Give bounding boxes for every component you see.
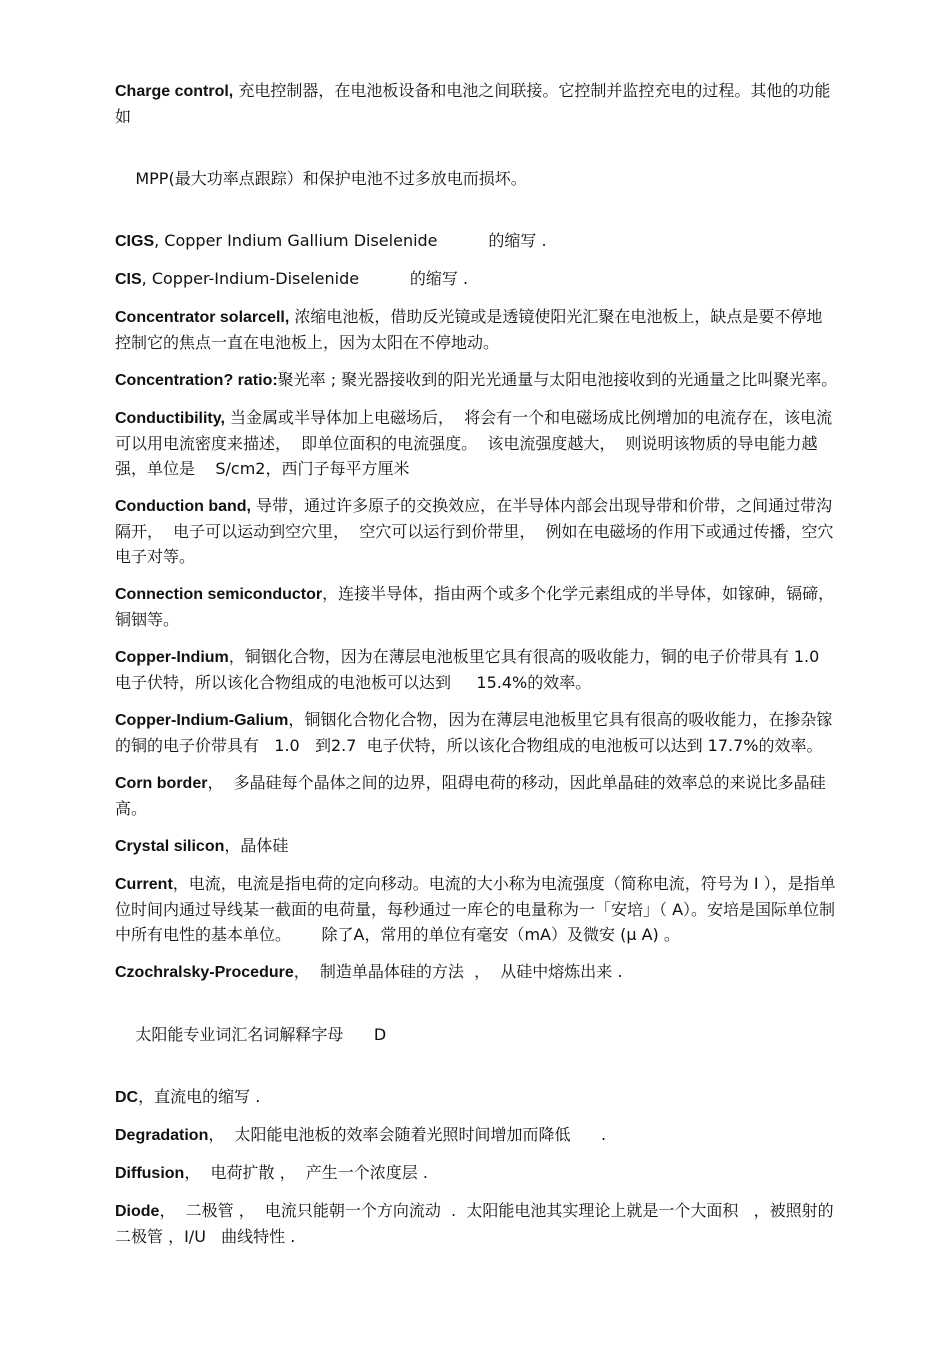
glossary-entry (115, 1122, 838, 1148)
entry-term: Copper-Indium (115, 649, 229, 666)
entry-term: Conductibility, (115, 410, 225, 427)
entry-definition: MPP(最大功率点跟踪）和保护电池不过多放电而损坏。 (135, 169, 527, 188)
glossary-entry (115, 959, 838, 985)
entry-definition: ， 制造单晶体硅的方法 ， 从硅中熔炼出来 . (293, 962, 623, 981)
entry-definition: 充电控制器，在电池板设备和电池之间联接。它控制并监控充电的过程。其他的功能如 (115, 81, 831, 126)
entry-term: Connection semiconductor (115, 586, 323, 603)
entry-definition: ，连接半导体，指由两个或多个化学元素组成的半导体，如镓砷，镉碲，铜铟等。 (115, 584, 835, 629)
entry-definition: 当金属或半导体加上电磁场后， 将会有一个和电磁场成比例增加的电流存在，该电流可以用电流密度来描述， 即单位面积的电流强度。 该电流强度越大， 则说明该物质的导电能力越强，单位是 S/cm2，西门子每平方厘米 (115, 408, 833, 478)
entry-term: Crystal silicon (115, 838, 225, 855)
glossary-entry (115, 304, 838, 355)
entry-term: Corn border (115, 775, 208, 792)
entry-definition: , Copper Indium Gallium Diselenide 的缩写 . (154, 231, 547, 250)
entry-term: Degradation (115, 1127, 209, 1144)
glossary-entry (115, 707, 838, 758)
section-heading (115, 997, 838, 1072)
glossary-entry (115, 367, 838, 393)
entry-definition: ， 二极管 ， 电流只能朝一个方向流动 . 太阳能电池其实理论上就是一个大面积 ，被照射的二极管 ，I/U 曲线特性 . (115, 1201, 834, 1246)
entry-term: CIGS (115, 233, 155, 250)
glossary-entry (115, 1084, 838, 1110)
glossary-entry (115, 493, 838, 569)
entry-definition: ， 电荷扩散 ， 产生一个浓度层 . (184, 1163, 428, 1182)
entry-definition: 导带，通过许多原子的交换效应，在半导体内部会出现导带和价带，之间通过带沟隔开， 电子可以运动到空穴里， 空穴可以运行到价带里， 例如在电磁场的作用下或通过传播，空穴电子对等。 (115, 496, 834, 566)
glossary-entry (115, 871, 838, 947)
entry-term: Concentrator solarcell, (115, 309, 290, 326)
entry-term: Concentration? ratio: (115, 372, 278, 389)
glossary-entry (115, 405, 838, 481)
entry-term: Copper-Indium-Galium (115, 712, 289, 729)
entry-definition: 聚光率 ; 聚光器接收到的阳光光通量与太阳电池接收到的光通量之比叫聚光率。 (277, 370, 838, 389)
entry-definition: ，铜铟化合物，因为在薄层电池板里它具有很高的吸收能力，铜的电子价带具有 1.0 电子伏特，所以该化合物组成的电池板可以达到 15.4%的效率。 (115, 647, 830, 692)
entry-definition: ， 多晶硅每个晶体之间的边界，阻碍电荷的移动，因此单晶硅的效率总的来说比多晶硅高。 (115, 773, 826, 818)
glossary-entry (115, 770, 838, 821)
entry-definition: ，电流，电流是指电荷的定向移动。电流的大小称为电流强度（简称电流，符号为 I ），是指单位时间内通过导线某一截面的电荷量，每秒通过一库仑的电量称为一「安培」（ A）。安培是国际单位制中所有电性的基本单位。 除了A，常用的单位有毫安（mA）及微安 (μ A) 。 (115, 874, 836, 944)
glossary-entry (115, 644, 838, 695)
glossary-entry (115, 141, 838, 216)
glossary-entry (115, 581, 838, 632)
glossary-entry (115, 833, 838, 859)
entry-term: Czochralsky-Procedure (115, 964, 294, 981)
entry-definition: , Copper-Indium-Diselenide 的缩写 . (141, 269, 469, 288)
entry-definition: ，铜铟化合物化合物，因为在薄层电池板里它具有很高的吸收能力，在掺杂镓的铜的电子价带具有 1.0 到2.7 电子伏特，所以该化合物组成的电池板可以达到 17.7%的效率。 (115, 710, 833, 755)
glossary-entry (115, 1160, 838, 1186)
entry-definition: ， 太阳能电池板的效率会随着光照时间增加而降低 . (208, 1125, 607, 1144)
entry-term: Current (115, 876, 173, 893)
entry-term: CIS (115, 271, 142, 288)
entry-definition: ，晶体硅 (224, 836, 289, 855)
section-heading-text: 太阳能专业词汇名词解释字母 D (135, 1025, 387, 1044)
entry-term: DC (115, 1089, 139, 1106)
entry-definition: 浓缩电池板，借助反光镜或是透镜使阳光汇聚在电池板上，缺点是要不停地控制它的焦点一直在电池板上，因为太阳在不停地动。 (115, 307, 823, 352)
glossary-entry (115, 1198, 838, 1249)
entry-term: Diffusion (115, 1165, 185, 1182)
glossary-entry (115, 228, 838, 254)
entry-term: Conduction band, (115, 498, 251, 515)
glossary-entry (115, 266, 838, 292)
entry-definition: ，直流电的缩写 . (138, 1087, 261, 1106)
entry-term: Diode (115, 1203, 160, 1220)
entry-term: Charge control, (115, 83, 234, 100)
glossary-entry (115, 78, 838, 129)
